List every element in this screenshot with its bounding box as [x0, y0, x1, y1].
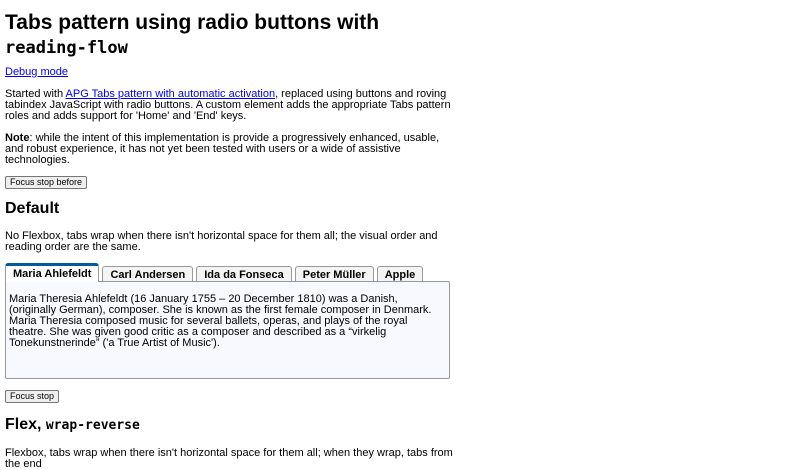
intro-before-link: Started with: [5, 88, 66, 100]
tab-peter-muller[interactable]: Peter Müller: [295, 266, 374, 282]
note-label: Note: [5, 132, 30, 144]
flex-description: Flexbox, tabs wrap when there isn't horizontal space for them all; when they wrap, tabs from the end: [5, 447, 453, 470]
flex-heading: [5, 415, 465, 436]
intro-after-link: , replaced using buttons and roving tabindex JavaScript with radio buttons. A custom element adds the appropriate Tabs pattern roles and adds support for 'Home' and 'End' keys.: [5, 88, 451, 122]
default-tabpanel: [5, 281, 450, 379]
flex-heading-text: Flex,: [5, 416, 46, 433]
debug-line: [5, 67, 455, 78]
page-title-text: Tabs pattern using radio buttons with: [5, 11, 380, 34]
page-title: [5, 11, 455, 60]
tab-maria-ahlefeldt[interactable]: Maria Ahlefeldt: [5, 263, 99, 282]
debug-mode-link[interactable]: Debug mode: [5, 66, 68, 78]
focus-stop-row: [5, 390, 465, 403]
tabpanel-text: Maria Theresia Ahlefeldt (16 January 1755 – 20 December 1810) was a Danish, (originally German), composer. She is known as the first female composer in Denmark. Maria Theresia composed music for several ballets, operas, and plays of the royal theatre. She was given good critic as a composer and described as a “virkelig Tonekunstnerinde” ('a True Artist of Music').: [9, 293, 432, 349]
focus-before-row: [5, 176, 465, 189]
default-heading: Default: [5, 200, 60, 217]
default-tablist: [5, 263, 465, 282]
note-text: : while the intent of this implementation is provide a progressively enhanced, usable, and robust experience, it has not yet been tested with users or a wide of assistive technologies.: [5, 132, 440, 166]
tab-ida-da-fonseca[interactable]: Ida da Fonseca: [196, 266, 291, 282]
apg-tabs-link[interactable]: APG Tabs pattern with automatic activation: [65, 88, 276, 100]
intro-paragraph: [5, 89, 455, 122]
flex-heading-code: wrap-reverse: [45, 418, 140, 433]
default-description: No Flexbox, tabs wrap when there isn't horizontal space for them all; the visual order and reading order are the same.: [5, 230, 438, 253]
focus-stop-button[interactable]: Focus stop: [5, 390, 59, 403]
tab-apple[interactable]: Apple: [377, 266, 424, 282]
tab-carl-andersen[interactable]: Carl Andersen: [102, 266, 193, 282]
note-paragraph: [5, 133, 455, 166]
focus-stop-before-button[interactable]: Focus stop before: [5, 176, 87, 189]
page-title-code: reading-flow: [5, 38, 128, 58]
